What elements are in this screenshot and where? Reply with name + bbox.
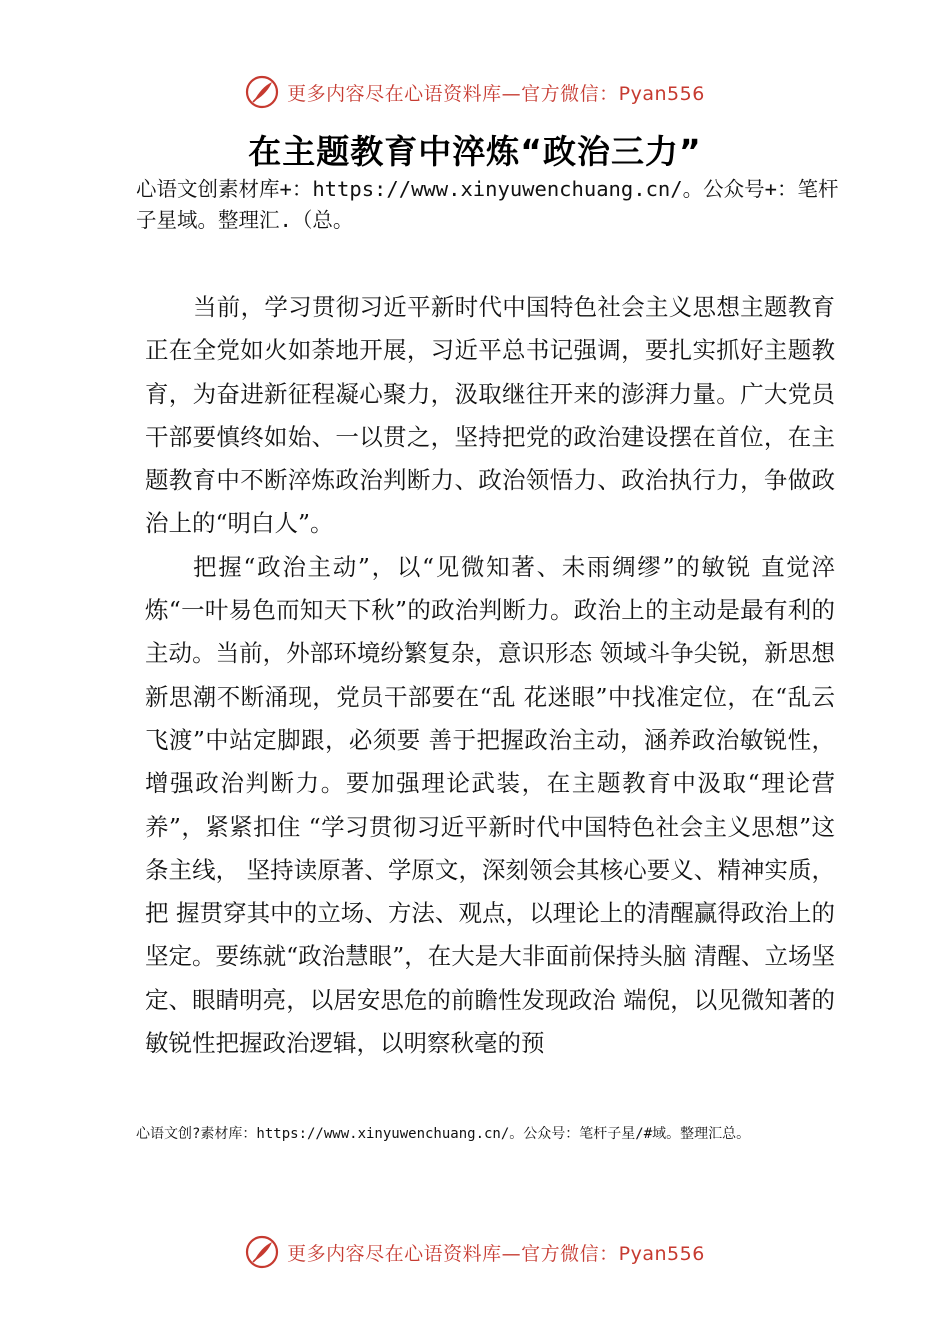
paragraph: 把握“政治主动”，以“见微知著、未雨绸缪”的敏锐 直觉淬炼“一叶易色而知天下秋”的政治判断力。政治上的主动是最有利的主动。当前，外部环境纷繁复杂，意识形态 领域斗争尖锐，新思想新思潮不断涌现，党员干部要在“乱 花迷眼”中找准定位，在“乱云飞渡”中站定脚跟，必须要 善于把握政治主动，涵养政治敏锐性，增强政治判断力。要加强理论武装，在主题教育中汲取“理论营养”，紧紧扣住 “学习贯彻习近平新时代中国特色社会主义思想”这条主线， 坚持读原著、学原文，深刻领会其核心要义、精神实质，把 握贯穿其中的立场、方法、观点，以理论上的清醒赢得政治上的坚定。要练就“政治慧眼”，在大是大非面前保持头脑 清醒、立场坚定、眼睛明亮，以居安思危的前瞻性发现政治 端倪，以见微知著的敏锐性把握政治逻辑，以明察秋毫的预 — [145, 552, 835, 1058]
source-footer: 心语文创?素材库：https://www.xinyuwenchuang.cn/。公众号：笔杆子星/#域。整理汇总。 — [136, 1126, 751, 1142]
banner-text: 更多内容尽在心语资料库—官方微信：Pyan556 — [287, 1242, 705, 1265]
source-header: 心语文创素材库+：https://www.xinyuwenchuang.cn/。公众号+：笔杆子星域。整理汇.（总。 — [136, 177, 839, 232]
bottom-banner — [0, 1232, 950, 1272]
feather-pen-logo-icon — [245, 75, 279, 109]
top-banner — [0, 72, 950, 112]
page-title: 在主题教育中淬炼“政治三力” — [248, 132, 702, 171]
article-body — [145, 286, 835, 1065]
banner-text: 更多内容尽在心语资料库—官方微信：Pyan556 — [287, 82, 705, 105]
paragraph: 当前，学习贯彻习近平新时代中国特色社会主义思想主题教育正在全党如火如荼地开展，习近平总书记强调，要扎实抓好主题教育，为奋进新征程凝心聚力，汲取继往开来的澎湃力量。广大党员干部要慎终如始、一以贯之，坚持把党的政治建设摆在首位，在主题教育中不断淬炼政治判断力、政治领悟力、政治执行力，争做政治上的“明白人”。 — [145, 293, 835, 538]
feather-pen-logo-icon — [245, 1235, 279, 1269]
